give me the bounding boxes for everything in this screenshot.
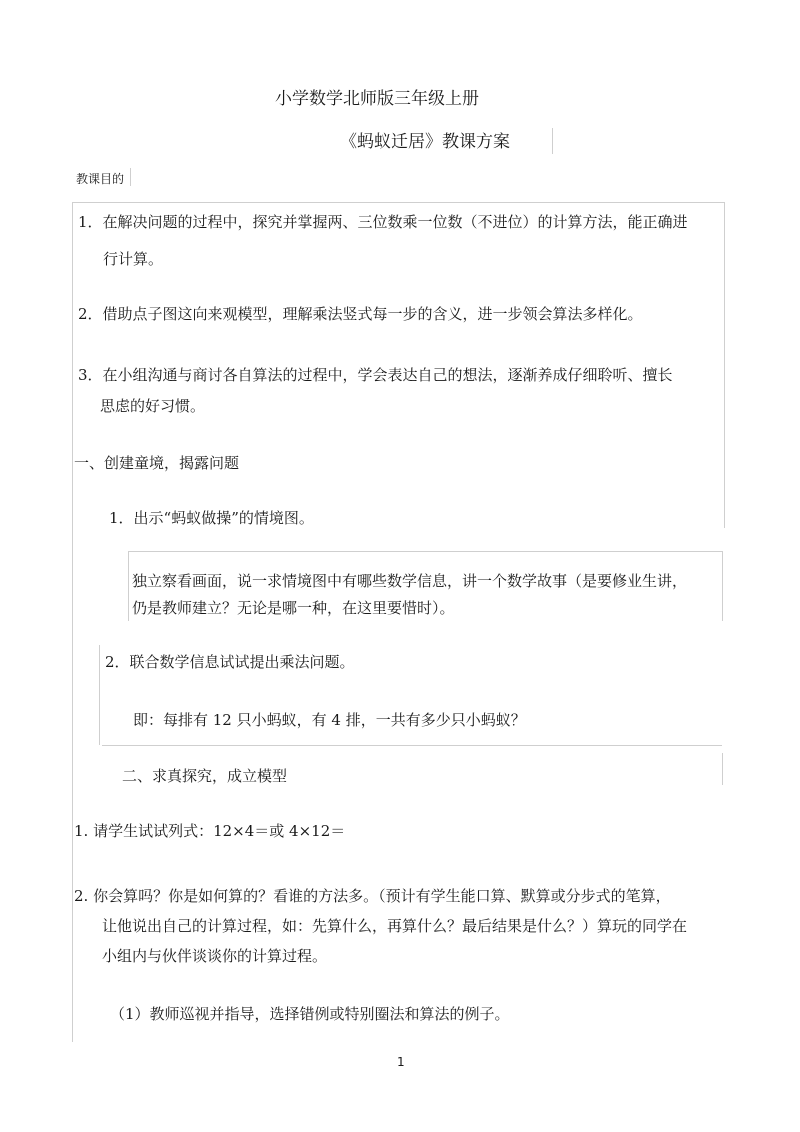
frame-line — [724, 202, 725, 528]
frame-line — [722, 753, 723, 785]
frame-line — [72, 202, 73, 1042]
section-1-step-2-note: 即：每排有 12 只小蚂蚁，有 4 排，一共有多少只小蚂蚁？ — [133, 711, 526, 729]
frame-line — [552, 128, 553, 154]
objectives-label: 教课目的 — [76, 172, 125, 186]
section-1-step-1: 1．出示“蚂蚁做操”的情境图。 — [109, 509, 314, 527]
objective-item-1: 1．在解决问题的过程中，探究并掌握两、三位数乘一位数（不进位）的计算方法，能正确进 — [78, 213, 688, 231]
frame-line — [102, 745, 722, 746]
objective-item-3-cont: 思虑的好习惯。 — [100, 397, 206, 415]
section-1-step-1-note: 独立察看画面，说一求情境图中有哪些数学信息，讲一个数学故事（是要修业生讲， — [132, 572, 688, 590]
document-title: 小学数学北师版三年级上册 — [275, 89, 479, 109]
section-1-step-2: 2．联合数学信息试试提出乘法问题。 — [105, 653, 355, 671]
section-2-heading: 二、求真探究，成立模型 — [122, 767, 288, 785]
section-1-heading: 一、创建童境，揭露问题 — [74, 454, 240, 472]
section-2-step-2: 2. 你会算吗？你是如何算的？看谁的方法多。（预计有学生能口算、默算或分步式的笔算， — [74, 887, 671, 905]
section-2-step-2-cont-2: 小组内与伙伴谈谈你的计算过程。 — [102, 947, 328, 965]
frame-line — [130, 168, 131, 186]
section-2-step-1: 1. 请学生试试列式：12×4＝或 4×12＝ — [74, 822, 346, 840]
frame-line — [99, 645, 100, 745]
section-1-step-1-note-cont: 仍是教师建立？无论是哪一种，在这里要惜时）。 — [132, 599, 455, 617]
objective-item-3: 3．在小组沟通与商讨各自算法的过程中，学会表达自己的想法，逐渐养成仔细聆听、擅长 — [78, 366, 673, 384]
document-subtitle: 《蚂蚁迁居》教课方案 — [340, 132, 510, 152]
page-number: 1 — [397, 1055, 405, 1069]
section-2-step-2-cont-1: 让他说出自己的计算过程，如：先算什么，再算什么？最后结果是什么？）算玩的同学在 — [102, 917, 688, 935]
frame-line — [72, 202, 724, 203]
objective-item-1-cont: 行计算。 — [103, 250, 164, 268]
frame-line — [722, 551, 723, 621]
frame-line — [128, 551, 129, 621]
objective-item-2: 2．借助点子图这向来观模型，理解乘法竖式每一步的含义，进一步领会算法多样化。 — [78, 305, 643, 323]
frame-line — [128, 551, 722, 552]
section-2-sub-1: （1）教师巡视并指导，选择错例或特别圈法和算法的例子。 — [110, 1005, 510, 1023]
